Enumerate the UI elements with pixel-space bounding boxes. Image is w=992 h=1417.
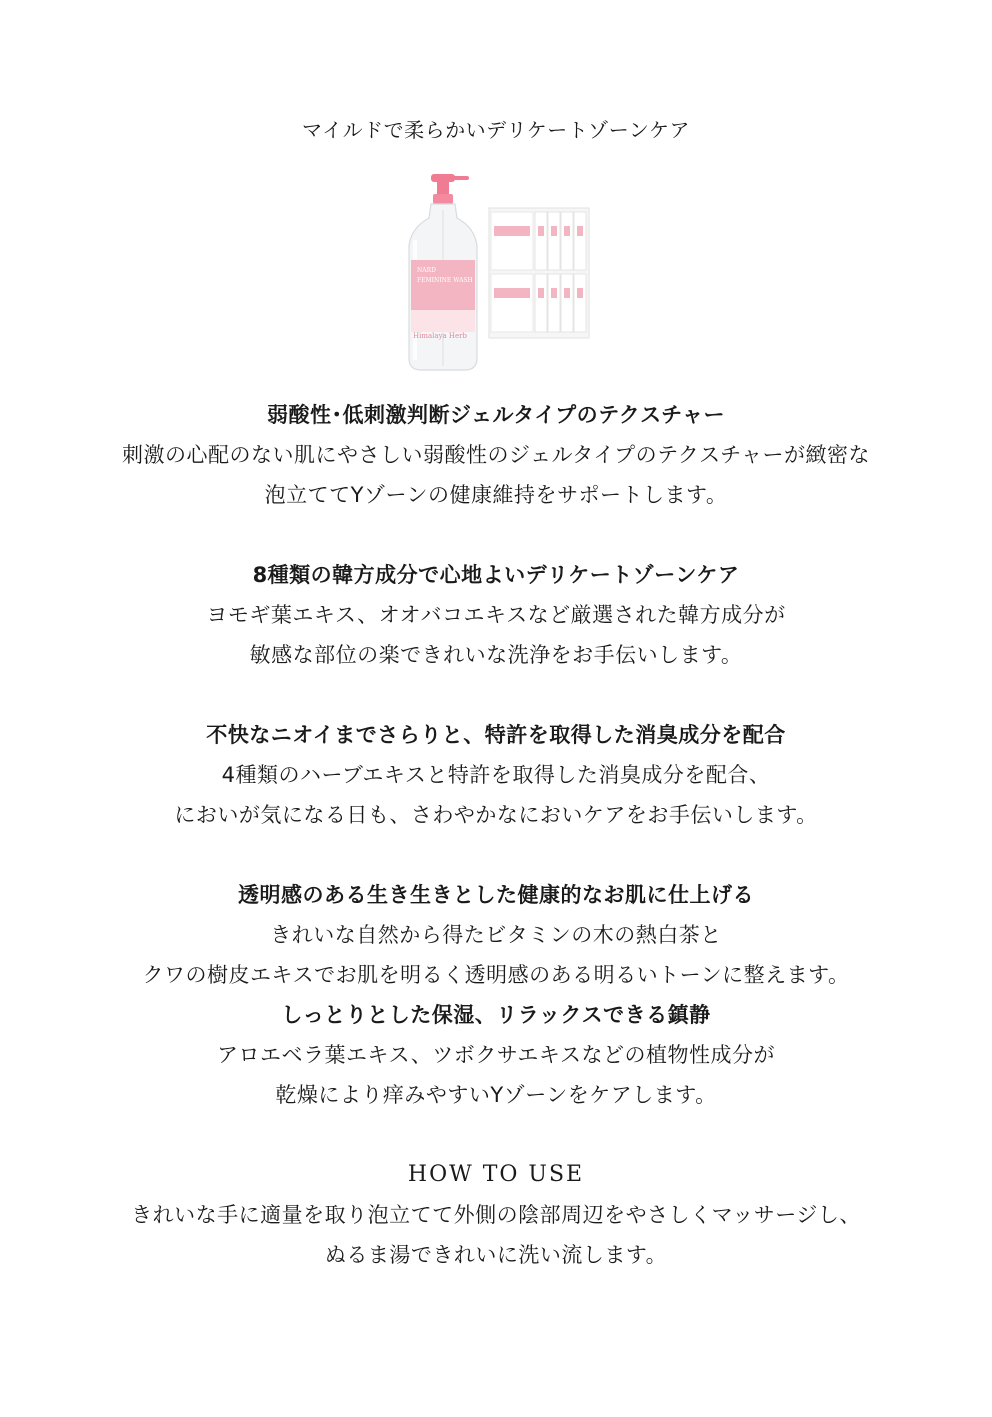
section-text: 泡立ててYゾーンの健康維持をサポートします。 xyxy=(264,483,728,507)
page-title: マイルドで柔らかいデリケートゾーンケア xyxy=(302,118,690,142)
product-image xyxy=(395,170,595,375)
section-text: 乾燥により痒みやすいYゾーンをケアします。 xyxy=(275,1083,717,1107)
section-text: 敏感な部位の楽できれいな洗浄をお手伝いします。 xyxy=(249,643,743,667)
section-heading: 8種類の韓方成分で心地よいデリケートゾーンケア xyxy=(252,563,740,587)
section-text: クワの樹皮エキスでお肌を明るく透明感のある明るいトーンに整えます。 xyxy=(142,963,850,987)
bottle-illustration xyxy=(409,174,477,370)
section-text: アロエベラ葉エキス、ツボクサエキスなどの植物性成分が xyxy=(217,1043,775,1067)
section-heading: 不快なニオイまでさらりと、特許を取得した消臭成分を配合 xyxy=(206,723,786,747)
section-text: においが気になる日も、さわやかなにおいケアをお手伝いします。 xyxy=(174,803,818,827)
howto-heading: HOW TO USE xyxy=(407,1162,585,1187)
section-text: 4種類のハーブエキスと特許を取得した消臭成分を配合、 xyxy=(221,763,771,787)
howto-text: きれいな手に適量を取り泡立てて外側の陰部周辺をやさしくマッサージし、 xyxy=(131,1203,861,1227)
bottle-brand: Himalaya Herb xyxy=(413,332,467,340)
section-heading: しっとりとした保湿、リラックスできる鎮静 xyxy=(281,1003,711,1027)
section-text: きれいな自然から得たビタミンの木の熱白茶と xyxy=(270,923,722,947)
bottle-label-name: FEMININE WASH xyxy=(417,277,473,284)
section-text: ヨモギ葉エキス、オオバコエキスなど厳選された韓方成分が xyxy=(206,603,786,627)
bottle-label-top: NARD xyxy=(417,267,436,274)
sachet-pack-illustration xyxy=(489,208,589,338)
section-heading: 弱酸性･低刺激判断ジェルタイプのテクスチャー xyxy=(266,403,726,427)
section-text: 刺激の心配のない肌にやさしい弱酸性のジェルタイプのテクスチャーが緻密な xyxy=(121,443,871,467)
howto-text: ぬるま湯できれいに洗い流します。 xyxy=(324,1243,668,1267)
section-heading: 透明感のある生き生きとした健康的なお肌に仕上げる xyxy=(238,883,754,907)
